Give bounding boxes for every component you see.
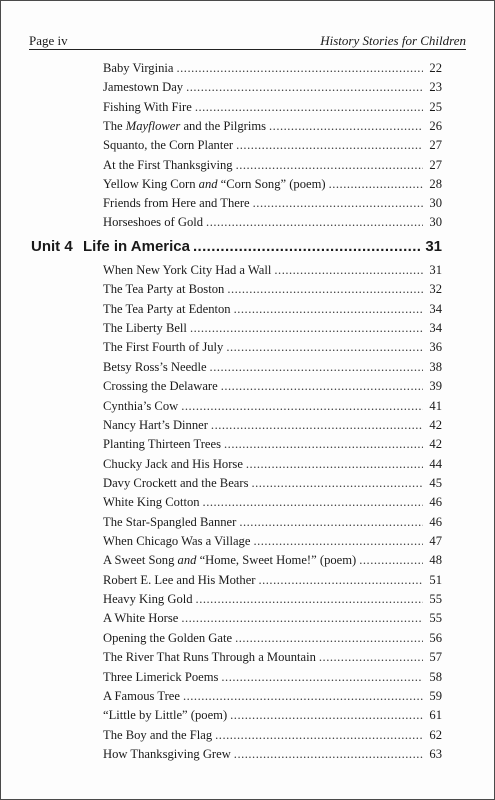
- entry-title: The First Fourth of July: [103, 340, 224, 355]
- toc-entry: [103, 100, 442, 119]
- toc-entry: [103, 611, 442, 630]
- dot-leader: [221, 379, 423, 394]
- entry-title: “Little by Little” (poem): [103, 708, 228, 723]
- dot-leader: [329, 177, 423, 192]
- entry-page-number: 45: [429, 475, 442, 490]
- entry-page-number: 42: [429, 417, 442, 432]
- entry-title-part: Yellow King Corn: [103, 176, 199, 191]
- dot-leader: [215, 728, 423, 743]
- entry-title: The Tea Party at Edenton: [103, 301, 231, 316]
- entry-title: Fishing With Fire: [103, 99, 192, 114]
- entry-page-number: 23: [429, 80, 442, 95]
- entry-page-number: 55: [429, 611, 442, 626]
- entry-title-italic: and: [198, 176, 218, 191]
- entry-title: How Thanksgiving Grew: [103, 747, 231, 761]
- dot-leader: [181, 611, 423, 626]
- toc-entry: [103, 399, 442, 418]
- entry-title: Friends from Here and There: [103, 196, 250, 211]
- dot-leader: [253, 196, 423, 211]
- entry-title: At the First Thanksgiving: [103, 157, 233, 172]
- dot-leader: [258, 573, 423, 588]
- entry-title: The River That Runs Through a Mountain: [103, 650, 316, 665]
- entry-page-number: 30: [429, 215, 442, 230]
- dot-leader: [177, 61, 424, 76]
- toc-entry: [103, 340, 442, 359]
- entry-page-number: 57: [429, 650, 442, 665]
- toc-entry: [103, 689, 442, 708]
- entry-title: Planting Thirteen Trees: [103, 437, 222, 452]
- toc-entry: [103, 708, 442, 727]
- dot-leader: [246, 457, 423, 472]
- entry-page-number: 34: [429, 301, 442, 316]
- entry-title: Jamestown Day: [103, 80, 184, 95]
- entry-title: The Tea Party at Boston: [103, 282, 225, 297]
- dot-leader: [236, 138, 423, 153]
- toc-entry: [103, 282, 442, 301]
- toc-entry: [103, 515, 442, 534]
- toc-entry: [103, 360, 442, 379]
- toc-entry: [103, 263, 442, 282]
- entry-page-number: 34: [429, 321, 442, 336]
- dot-leader: [251, 476, 423, 491]
- dot-leader: [359, 553, 423, 568]
- toc-entry: [103, 592, 442, 611]
- entry-title: Opening the Golden Gate: [103, 630, 233, 645]
- toc-entry: [103, 321, 442, 340]
- entry-title: The Star-Spangled Banner: [103, 514, 237, 529]
- dot-leader: [211, 418, 423, 433]
- entry-page-number: 27: [429, 157, 442, 172]
- toc-entry: [103, 476, 442, 495]
- page-header: [29, 27, 466, 50]
- entry-title-part: and the Pilgrims: [180, 118, 267, 133]
- dot-leader: [234, 747, 423, 762]
- dot-leader: [234, 302, 423, 317]
- entry-page-number: 44: [429, 456, 442, 471]
- entry-page-number: 41: [429, 398, 442, 413]
- dot-leader: [226, 340, 423, 355]
- toc-entry: [103, 534, 442, 553]
- entry-title: Robert E. Lee and His Mother: [103, 572, 256, 587]
- dot-leader: [181, 399, 423, 414]
- entry-title: Heavy King Gold: [103, 592, 193, 607]
- entry-page-number: 48: [429, 553, 442, 568]
- toc-entry: [103, 215, 442, 234]
- unit-number: Unit 4: [31, 238, 73, 255]
- dot-leader: [193, 238, 422, 255]
- entry-title: Davy Crockett and the Bears: [103, 475, 249, 490]
- entry-page-number: 30: [429, 196, 442, 211]
- toc-entry: [103, 196, 442, 215]
- entry-title: Nancy Hart’s Dinner: [103, 417, 208, 432]
- entry-title: [103, 119, 266, 134]
- dot-leader: [236, 158, 423, 173]
- toc-entry: [103, 457, 442, 476]
- entry-page-number: 61: [429, 708, 442, 723]
- unit-page-number: 31: [425, 238, 442, 255]
- dot-leader: [269, 119, 423, 134]
- toc-entry: [103, 138, 442, 157]
- entry-title: Baby Virginia: [103, 61, 174, 75]
- entry-page-number: 46: [429, 514, 442, 529]
- entry-title: A White Horse: [103, 611, 179, 626]
- entry-title: When Chicago Was a Village: [103, 534, 251, 549]
- dot-leader: [210, 360, 423, 375]
- toc-entry: [103, 553, 442, 572]
- entry-page-number: 27: [429, 138, 442, 153]
- toc-entry: [103, 80, 442, 99]
- toc-entry: [103, 177, 442, 196]
- dot-leader: [239, 515, 423, 530]
- dot-leader: [195, 100, 423, 115]
- toc-entry: [103, 302, 442, 321]
- entry-title: Cynthia’s Cow: [103, 398, 179, 413]
- entry-title: A Famous Tree: [103, 688, 180, 703]
- running-title: History Stories for Children: [320, 33, 466, 48]
- entry-title: Crossing the Delaware: [103, 379, 218, 394]
- dot-leader: [274, 263, 423, 278]
- entry-title-part: “Corn Song” (poem): [217, 176, 326, 191]
- entry-page-number: 58: [429, 669, 442, 684]
- entry-page-number: 51: [429, 572, 442, 587]
- dot-leader: [235, 631, 423, 646]
- toc-entry: [103, 379, 442, 398]
- entry-page-number: 32: [429, 282, 442, 297]
- toc-entry: [103, 728, 442, 747]
- entry-page-number: 25: [429, 99, 442, 114]
- dot-leader: [196, 592, 423, 607]
- entry-title: White King Cotton: [103, 495, 200, 510]
- entry-page-number: 28: [429, 176, 442, 191]
- entry-page-number: 62: [429, 727, 442, 742]
- toc-entry: [103, 670, 442, 689]
- unit-heading: [31, 238, 442, 260]
- dot-leader: [186, 80, 423, 95]
- entry-page-number: 22: [429, 61, 442, 75]
- dot-leader: [203, 495, 423, 510]
- entry-title-italic: and: [177, 553, 197, 568]
- dot-leader: [206, 215, 423, 230]
- dot-leader: [253, 534, 423, 549]
- entry-title: The Boy and the Flag: [103, 727, 213, 742]
- entry-page-number: 39: [429, 379, 442, 394]
- entry-title: [103, 553, 356, 568]
- dot-leader: [221, 670, 423, 685]
- dot-leader: [227, 282, 423, 297]
- entry-page-number: 59: [429, 688, 442, 703]
- entry-page-number: 55: [429, 592, 442, 607]
- dot-leader: [230, 708, 423, 723]
- entry-page-number: 38: [429, 359, 442, 374]
- entry-page-number: 56: [429, 630, 442, 645]
- entry-page-number: 26: [429, 118, 442, 133]
- entry-title-part: “Home, Sweet Home!” (poem): [196, 553, 357, 568]
- toc-entry: [103, 650, 442, 669]
- toc-entry: [103, 158, 442, 177]
- entry-title: Horseshoes of Gold: [103, 215, 204, 230]
- toc-entry: [103, 747, 442, 766]
- entry-title: The Liberty Bell: [103, 321, 187, 336]
- entry-title: [103, 177, 326, 192]
- dot-leader: [319, 650, 423, 665]
- entry-page-number: 36: [429, 340, 442, 355]
- toc-entry: [103, 437, 442, 456]
- unit-title: Life in America: [83, 238, 190, 255]
- toc-entry: [103, 61, 442, 80]
- dot-leader: [224, 437, 423, 452]
- page-number-label: Page iv: [29, 33, 68, 48]
- entry-page-number: 31: [429, 263, 442, 277]
- dot-leader: [183, 689, 423, 704]
- entry-page-number: 42: [429, 437, 442, 452]
- toc-entry: [103, 573, 442, 592]
- entry-page-number: 46: [429, 495, 442, 510]
- entry-title: Betsy Ross’s Needle: [103, 359, 207, 374]
- entry-title-italic: Mayflower: [125, 118, 181, 133]
- entry-title-part: A Sweet Song: [103, 553, 178, 568]
- entry-title: When New York City Had a Wall: [103, 263, 272, 277]
- toc-entry: [103, 119, 442, 138]
- toc-entry: [103, 495, 442, 514]
- entry-title: Three Limerick Poems: [103, 669, 219, 684]
- dot-leader: [190, 321, 423, 336]
- entry-title: Squanto, the Corn Planter: [103, 138, 234, 153]
- entry-title: Chucky Jack and His Horse: [103, 456, 243, 471]
- toc-entry: [103, 418, 442, 437]
- entry-title-part: The: [103, 118, 126, 133]
- toc-entry: [103, 631, 442, 650]
- entry-page-number: 63: [429, 747, 442, 761]
- entry-page-number: 47: [429, 534, 442, 549]
